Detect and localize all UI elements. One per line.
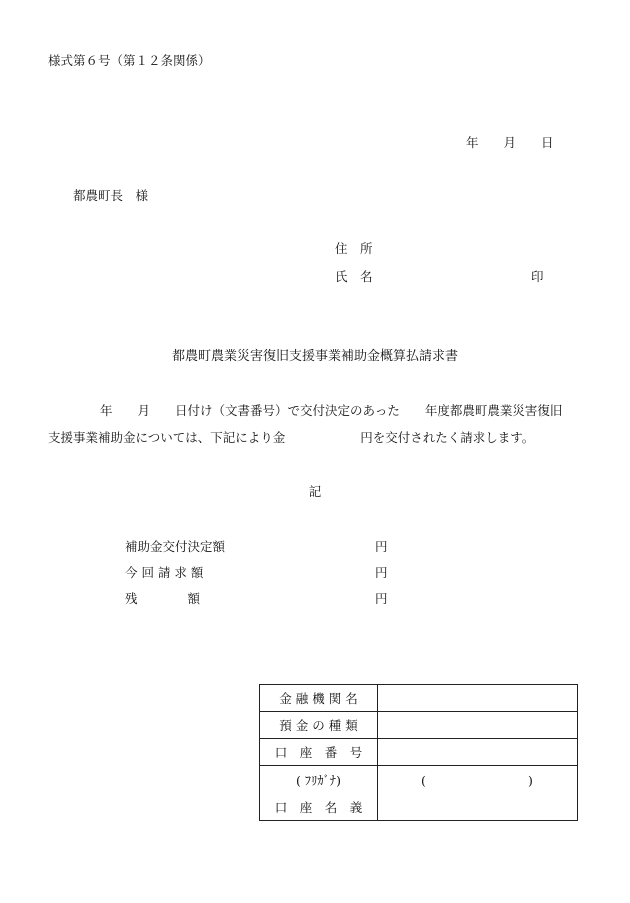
body-text-line-1: 年 月 日付け（文書番号）で交付決定のあった 年度都農町農業災害復旧 — [100, 403, 563, 418]
form-number: 様式第６号（第１２条関係） — [48, 53, 211, 68]
amount-label-current: 今 回 請 求 額 — [125, 565, 204, 580]
addressee: 都農町長 様 — [73, 188, 149, 203]
body-text-line-2: 支援事業補助金については、下記により金 円を交付されたく請求します。 — [48, 430, 535, 445]
amount-label-remaining: 残 額 — [125, 591, 201, 606]
deposit-type-label: 預 金 の 種 類 — [260, 712, 378, 739]
ki-heading: 記 — [308, 484, 322, 499]
account-number-field[interactable] — [378, 739, 578, 766]
seal-mark: 印 — [531, 269, 544, 284]
account-holder-field[interactable] — [378, 766, 578, 821]
document-title: 都農町農業災害復旧支援事業補助金概算払請求書 — [171, 349, 458, 364]
amount-unit-decided: 円 — [375, 539, 388, 554]
address-label: 住 所 — [335, 241, 373, 256]
table-row — [260, 712, 578, 739]
amount-unit-current: 円 — [375, 565, 388, 580]
bank-account-table — [259, 684, 578, 821]
furigana-label: ( ﾌﾘｶﾞﾅ) — [296, 772, 341, 788]
account-number-label: 口 座 番 号 — [260, 739, 378, 766]
account-holder-label-cell — [260, 766, 378, 821]
table-row — [260, 685, 578, 712]
table-row — [260, 739, 578, 766]
furigana-open-paren: ( — [421, 773, 426, 788]
bank-name-field[interactable] — [378, 685, 578, 712]
amount-label-decided: 補助金交付決定額 — [125, 539, 226, 554]
deposit-type-field[interactable] — [378, 712, 578, 739]
amount-unit-remaining: 円 — [375, 591, 388, 606]
furigana-close-paren: ) — [528, 773, 533, 788]
account-holder-label: 口 座 名 義 — [274, 799, 363, 815]
table-row — [260, 766, 578, 821]
name-label: 氏 名 — [335, 269, 373, 284]
bank-name-label: 金 融 機 関 名 — [260, 685, 378, 712]
date-line: 年 月 日 — [466, 135, 554, 150]
